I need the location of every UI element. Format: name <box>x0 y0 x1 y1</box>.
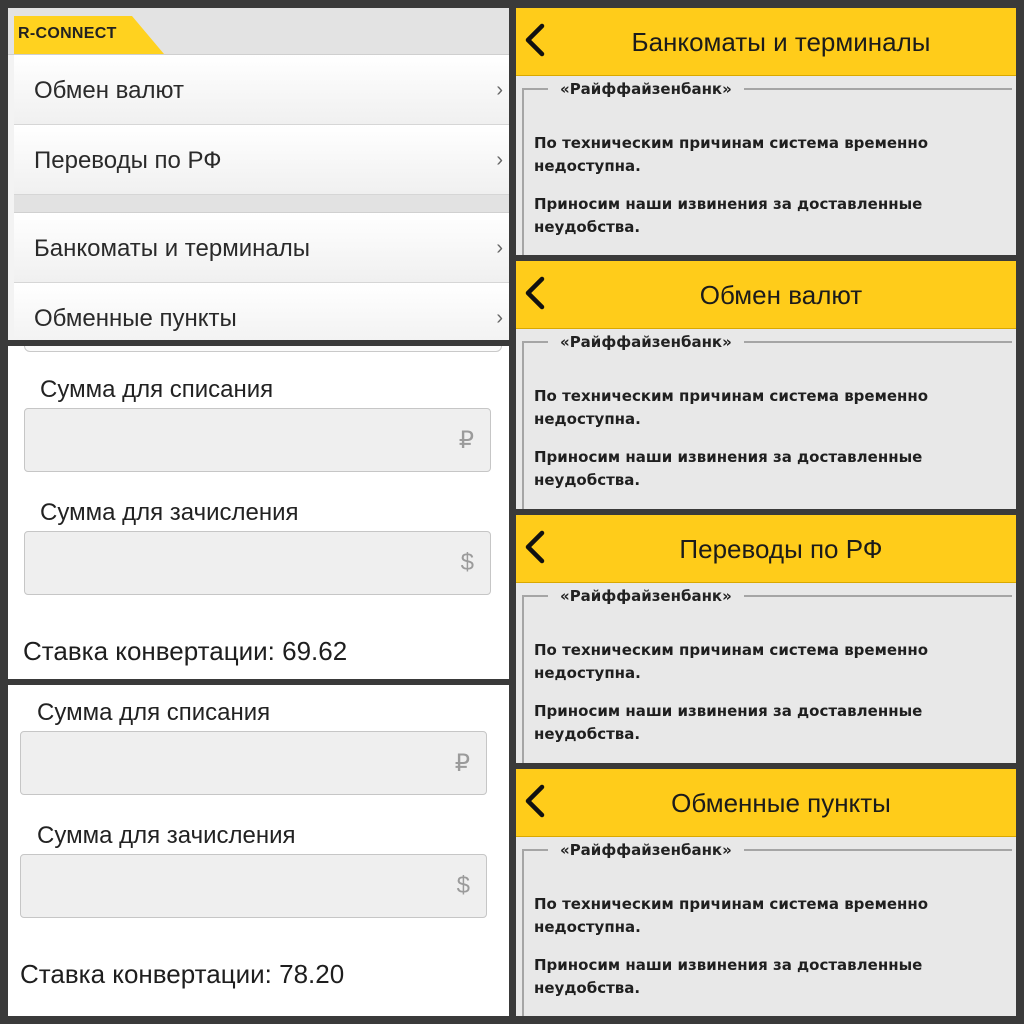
menu-item-label: Банкоматы и терминалы <box>34 235 310 262</box>
message-panel <box>522 333 1012 509</box>
brand-logo-text: R-CONNECT <box>18 25 117 42</box>
bank-status-screen <box>516 8 1016 255</box>
message-panel <box>522 80 1012 255</box>
apology-message: Приносим наши извинения за доставленные неудобства. <box>534 956 923 997</box>
main-menu-screen <box>8 8 509 340</box>
bank-name-legend: «Райффайзенбанк» <box>548 333 744 351</box>
menu-item-label: Обменные пункты <box>34 305 237 332</box>
screen-header <box>516 261 1016 329</box>
bank-status-screen <box>516 261 1016 509</box>
back-arrow-icon[interactable] <box>520 783 554 819</box>
unavailable-message: По техническим причинам система временно недоступна. <box>534 895 929 936</box>
dollar-sign: $ <box>460 549 474 576</box>
apology-message: Приносим наши извинения за доставленные неудобства. <box>534 702 923 743</box>
bank-name-legend: «Райффайзенбанк» <box>548 587 744 605</box>
brand-bar <box>8 8 509 55</box>
menu-section-divider <box>14 195 509 213</box>
dollar-sign: $ <box>456 872 470 899</box>
menu-item-atms-terminals[interactable] <box>14 213 509 283</box>
apology-message: Приносим наши извинения за доставленные неудобства. <box>534 195 923 236</box>
bank-name-legend: «Райффайзенбанк» <box>548 80 744 98</box>
bank-status-screen <box>516 515 1016 763</box>
credit-amount-input[interactable] <box>20 854 487 918</box>
debit-amount-label: Сумма для списания <box>37 699 271 726</box>
chevron-right-icon: › <box>496 149 503 171</box>
credit-amount-label: Сумма для зачисления <box>37 822 296 849</box>
chevron-right-icon: › <box>496 237 503 259</box>
currency-converter-screen <box>8 685 509 1016</box>
conversion-rate-text: Ставка конвертации: 69.62 <box>23 636 348 666</box>
chevron-right-icon: › <box>496 79 503 101</box>
screen-header <box>516 8 1016 76</box>
screen-header <box>516 515 1016 583</box>
debit-amount-label: Сумма для списания <box>40 376 274 403</box>
back-arrow-icon[interactable] <box>520 529 554 565</box>
screen-title: Банкоматы и терминалы <box>631 27 931 57</box>
conversion-rate-text: Ставка конвертации: 78.20 <box>20 959 345 989</box>
message-panel <box>522 841 1012 1016</box>
menu-item-label: Обмен валют <box>34 77 184 104</box>
screen-title: Переводы по РФ <box>679 534 883 564</box>
chevron-right-icon: › <box>496 307 503 329</box>
bank-name-legend: «Райффайзенбанк» <box>548 841 744 859</box>
menu-item-transfers-rf[interactable] <box>14 125 509 195</box>
message-panel <box>522 587 1012 763</box>
debit-amount-input[interactable] <box>24 408 491 472</box>
bank-status-screen <box>516 769 1016 1016</box>
currency-converter-screen <box>8 346 509 679</box>
debit-amount-input[interactable] <box>20 731 487 795</box>
unavailable-message: По техническим причинам система временно недоступна. <box>534 641 929 682</box>
back-arrow-icon[interactable] <box>520 275 554 311</box>
screen-title: Обменные пункты <box>671 788 891 818</box>
menu-item-exchange-points[interactable] <box>14 283 509 340</box>
ruble-sign: ₽ <box>454 750 470 777</box>
credit-amount-input[interactable] <box>24 531 491 595</box>
apology-message: Приносим наши извинения за доставленные неудобства. <box>534 448 923 489</box>
credit-amount-label: Сумма для зачисления <box>40 499 299 526</box>
ruble-sign: ₽ <box>458 427 474 454</box>
screen-header <box>516 769 1016 837</box>
unavailable-message: По техническим причинам система временно недоступна. <box>534 387 929 428</box>
screen-title: Обмен валют <box>699 280 863 310</box>
back-arrow-icon[interactable] <box>520 22 554 58</box>
menu-item-label: Переводы по РФ <box>34 147 222 174</box>
previous-field-edge <box>24 346 502 352</box>
unavailable-message: По техническим причинам система временно недоступна. <box>534 134 929 175</box>
menu-item-currency-exchange[interactable] <box>14 55 509 125</box>
